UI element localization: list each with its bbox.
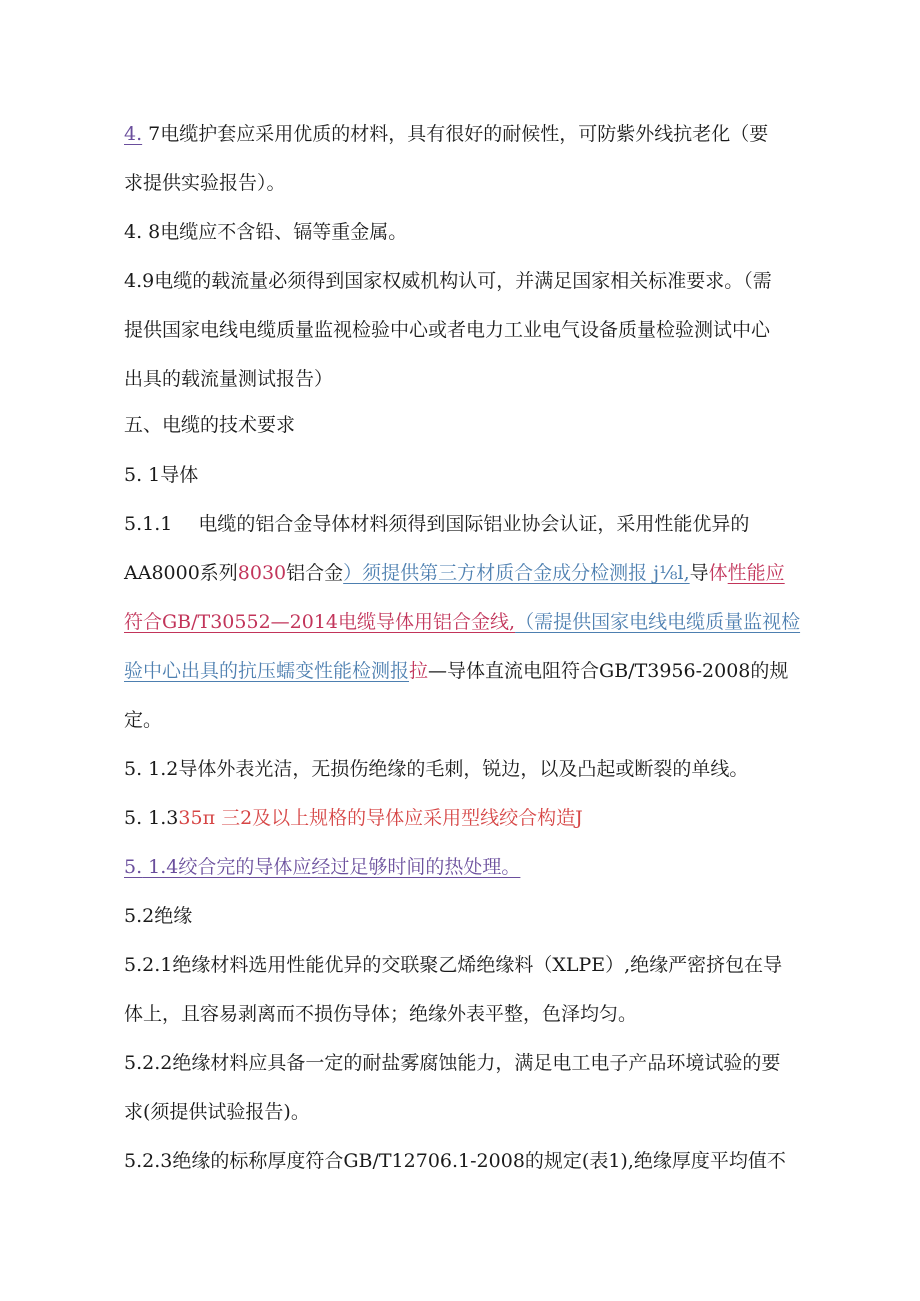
section-5-2-heading: 5.2绝缘 (124, 905, 193, 927)
link-test-center[interactable]: （需提供国家电线电缆质量监视检 (515, 611, 801, 633)
para-5-2-1-line2: 体上，且容易剥离而不损伤导体；绝缘外表平整，色泽均匀。 (124, 1003, 638, 1025)
text-aa8000: AA8000系列 (124, 562, 238, 584)
para-5-1-3-text: 35π 三2及以上规格的导体应采用型线绞合构造J (178, 807, 583, 829)
para-5-2-3-line1: 5.2.3绝缘的标称厚度符合GB/T12706.1-2008的规定(表1),绝缘厚度平均值不 (124, 1150, 786, 1172)
text-alloy: 铝合金 (286, 562, 344, 584)
para-4-9-line3: 出具的载流量测试报告） (124, 368, 334, 390)
link-creep-report[interactable]: 验中心出具的抗压蠕变性能检测报 (124, 660, 410, 682)
text-resistance: —导体直流电阻符合GB/T3956-2008的规 (428, 660, 789, 682)
para-5-1-4-number[interactable]: 5. (124, 856, 143, 878)
para-4-7-number: 4. (124, 123, 143, 145)
para-4-8: 4. 8电缆应不含铅、镉等重金属。 (124, 221, 408, 243)
para-5-1-1-line4 (124, 658, 824, 684)
section-5-1-heading: 5. 1导体 (124, 464, 199, 486)
para-4-7-line1 (124, 121, 824, 147)
para-5-1-3 (124, 805, 824, 831)
para-5-1-1-number: 5.1.1 (124, 513, 173, 535)
para-5-1-1-line3 (124, 609, 824, 635)
para-5-2-2-line1: 5.2.2绝缘材料应具备一定的耐盐雾腐蚀能力，满足电工电子产品环境试验的要 (124, 1052, 781, 1074)
para-4-7-text: 7电缆护套应采用优质的材料，具有很好的耐候性，可防紫外线抗老化（要 (142, 123, 769, 145)
text-dao: 导 (689, 562, 709, 584)
link-standard-30552[interactable]: 符合GB/T30552—2014电缆导体用铝合金线, (124, 611, 516, 633)
para-5-1-4-text[interactable]: 1.4绞合完的导体应经过足够时间的热处理。 (142, 856, 521, 878)
text-8030: 8030 (237, 562, 287, 584)
para-4-9-line1: 4.9电缆的载流量必须得到国家权威机构认可，并满足国家相关标准要求。（需 (124, 270, 772, 292)
link-performance[interactable]: 性能应 (727, 562, 785, 584)
link-report-requirement[interactable]: ）须提供第三方材质合金成分检测报 j⅛l, (343, 562, 690, 584)
section-5-heading: 五、电缆的技术要求 (124, 414, 296, 436)
para-5-2-1-line1: 5.2.1绝缘材料选用性能优异的交联聚乙烯绝缘料（XLPE）,绝缘严密挤包在导 (124, 954, 783, 976)
para-5-1-2: 5. 1.2导体外表光洁，无损伤绝缘的毛刺，锐边，以及凸起或断裂的单线。 (124, 758, 749, 780)
text-la: 拉 (409, 660, 429, 682)
para-5-1-1-line1 (124, 511, 824, 537)
para-5-1-4 (124, 854, 824, 880)
para-5-1-1-line2 (124, 560, 824, 586)
text-ti: 体 (708, 562, 728, 584)
para-4-9-line2: 提供国家电线电缆质量监视检验中心或者电力工业电气设备质量检验测试中心 (124, 319, 771, 341)
para-5-1-1-text: 电缆的铝合金导体材料须得到国际铝业协会认证，采用性能优异的 (198, 513, 750, 535)
para-4-7-line2: 求提供实验报告）。 (124, 172, 286, 194)
para-5-1-1-line5: 定。 (124, 709, 163, 731)
para-5-2-2-line2: 求(须提供试验报告)。 (124, 1101, 310, 1123)
para-5-1-3-number: 5. 1.3 (124, 807, 179, 829)
